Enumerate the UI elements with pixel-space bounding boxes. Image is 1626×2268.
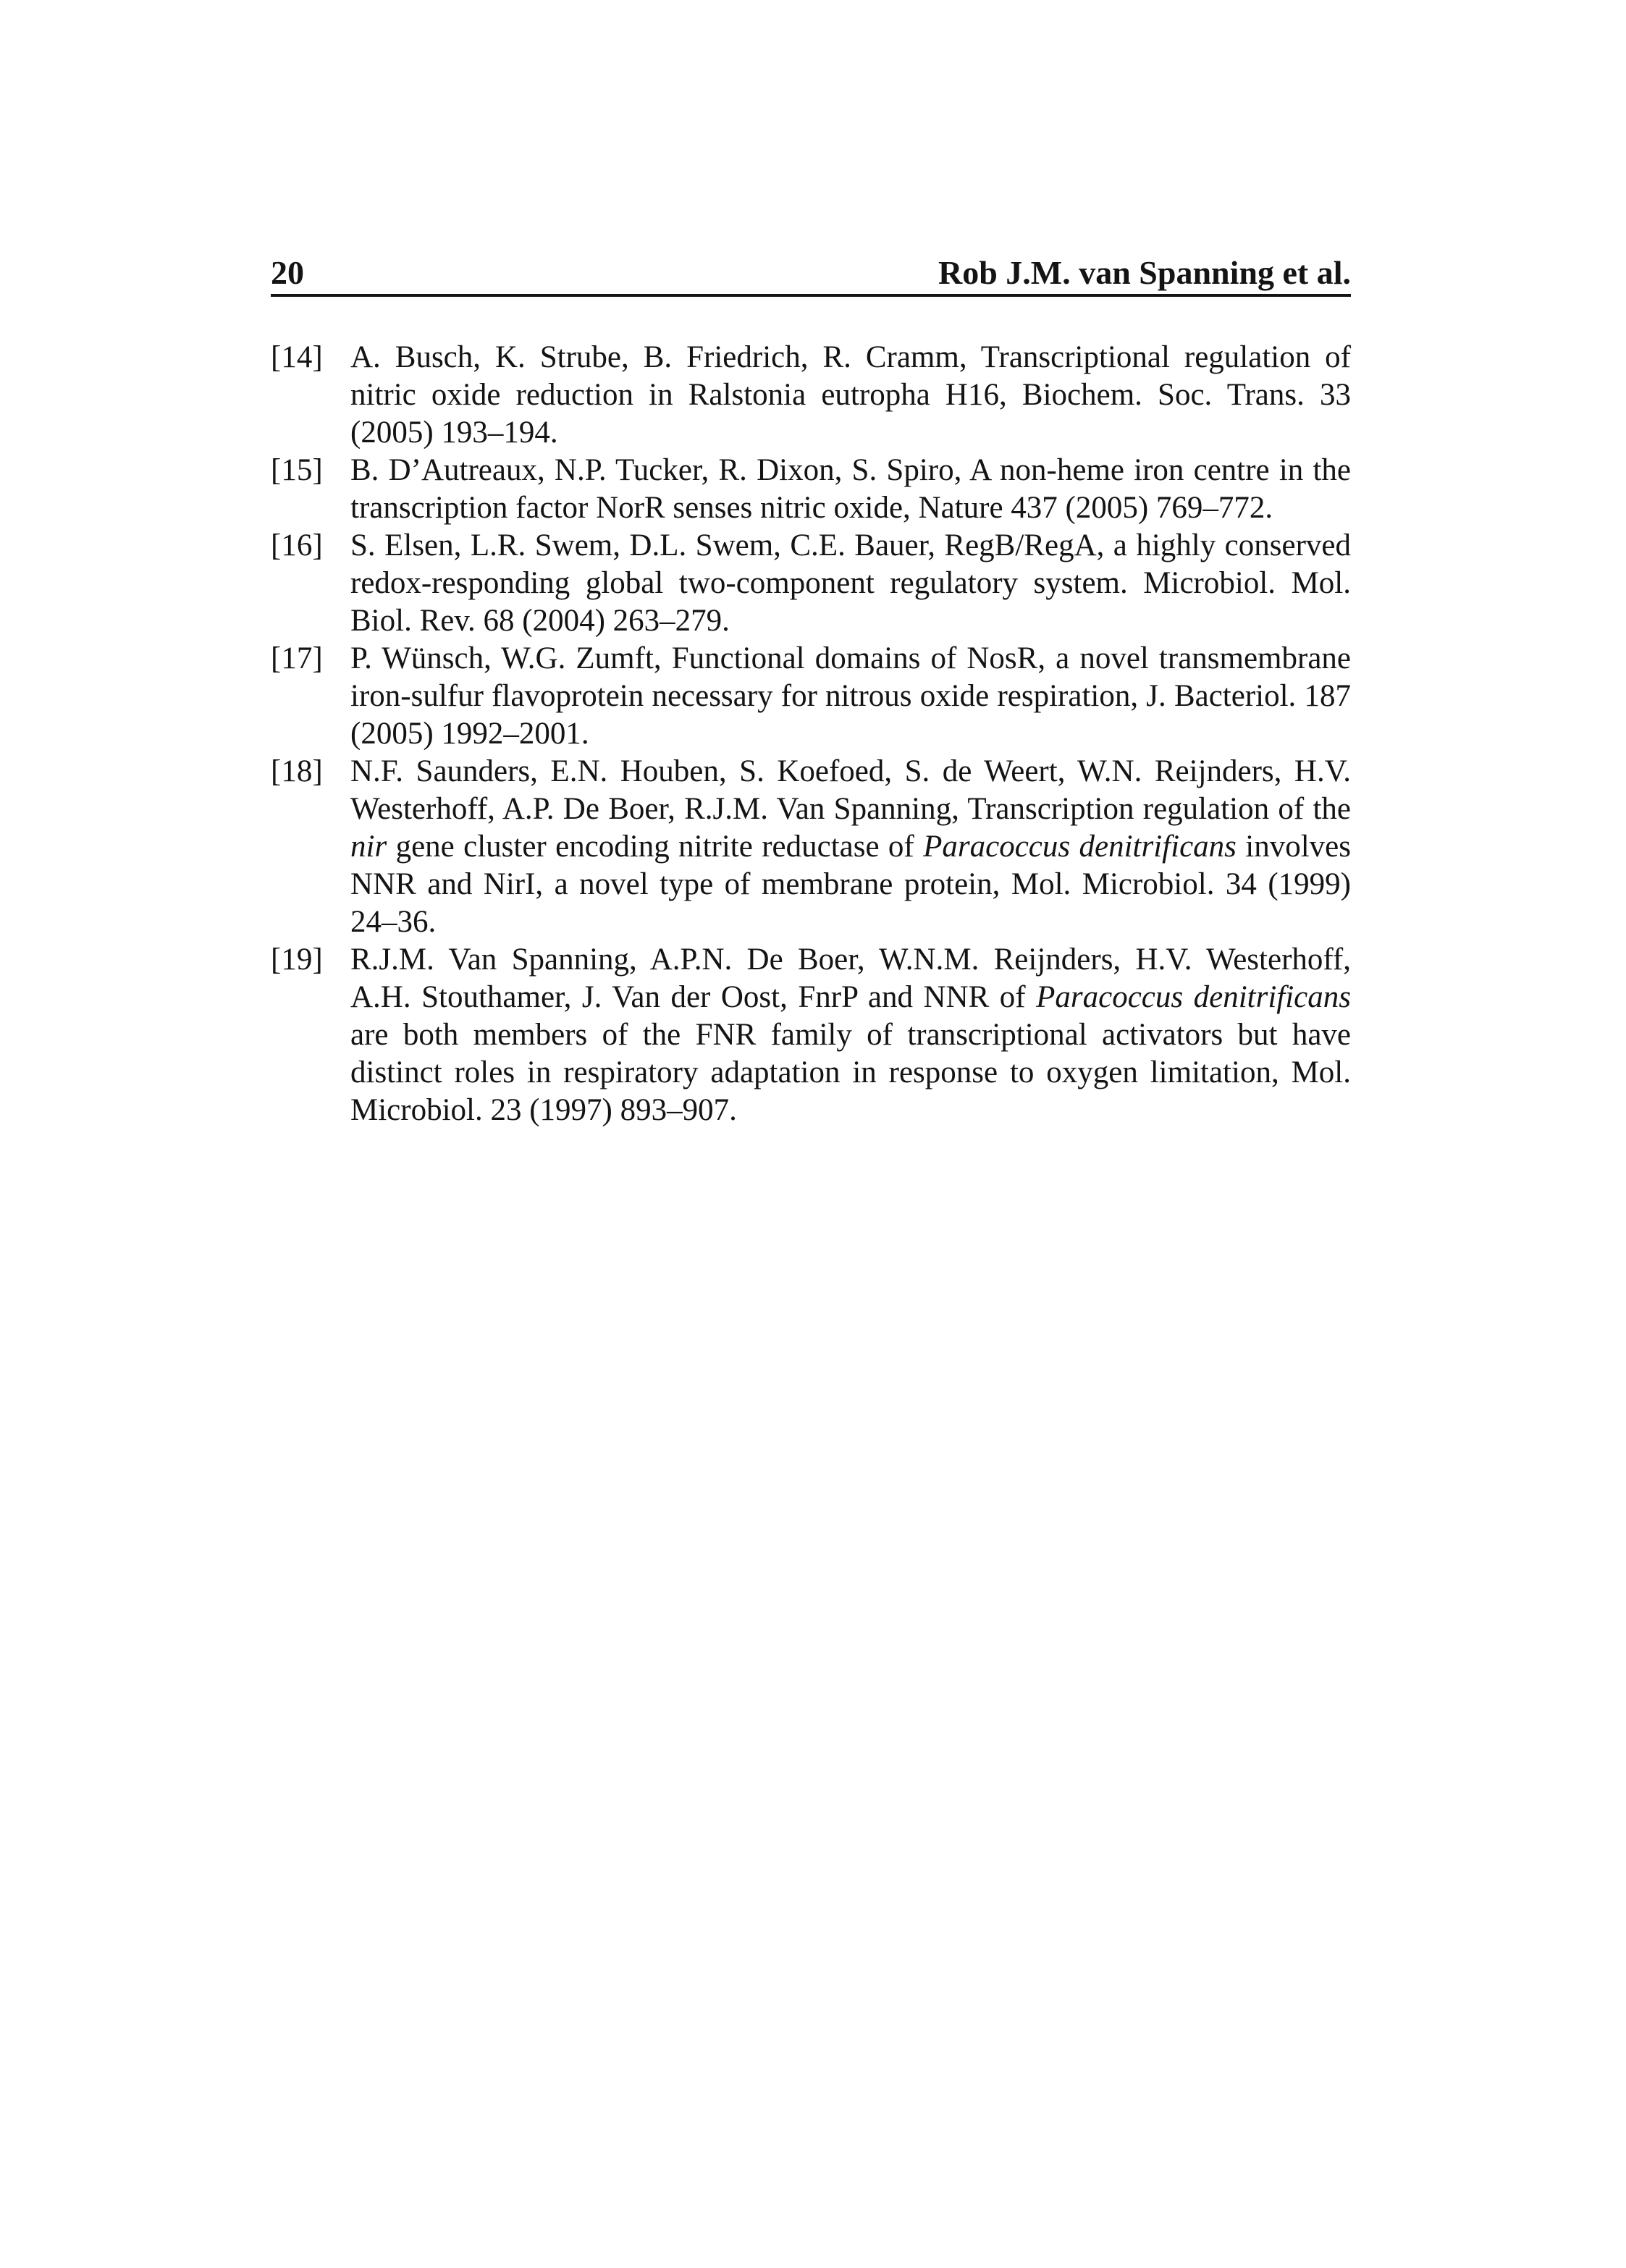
running-head: Rob J.M. van Spanning et al. <box>938 254 1351 291</box>
reference-text: N.F. Saunders, E.N. Houben, S. Koefoed, S. de Weert, W.N. Reijnders, H.V. Westerhoff, A.P. De Boer, R.J.M. Van Spanning, Transcription regulation of the nir gene cluster encoding nitrite reductase of Paracoccus denitrificans involves NNR and NirI, a novel type of membrane protein, Mol. Microbiol. 34 (1999) 24–36. <box>350 754 1351 939</box>
reference-text: R.J.M. Van Spanning, A.P.N. De Boer, W.N.M. Reijnders, H.V. Westerhoff, A.H. Stouthamer, J. Van der Oost, FnrP and NNR of Paracoccus denitrificans are both members of the FNR family of transcriptional activators but have distinct roles in respiratory adaptation in response to oxygen limitation, Mol. Microbiol. 23 (1997) 893–907. <box>350 943 1351 1127</box>
page-number: 20 <box>271 254 304 291</box>
reference-item <box>271 527 1351 640</box>
page-header <box>271 253 1351 297</box>
reference-text: P. Wünsch, W.G. Zumft, Functional domains of NosR, a novel transmembrane iron-sulfur flavoprotein necessary for nitrous oxide respiration, J. Bacteriol. 187 (2005) 1992–2001. <box>350 641 1351 751</box>
reference-label: [18] <box>271 754 323 788</box>
reference-label: [17] <box>271 641 323 675</box>
reference-item <box>271 753 1351 941</box>
reference-item <box>271 452 1351 527</box>
reference-label: [15] <box>271 453 323 487</box>
reference-item <box>271 640 1351 753</box>
reference-item <box>271 339 1351 452</box>
reference-label: [19] <box>271 943 323 977</box>
reference-text: A. Busch, K. Strube, B. Friedrich, R. Cramm, Transcriptional regulation of nitric oxide reduction in Ralstonia eutropha H16, Biochem. Soc. Trans. 33 (2005) 193–194. <box>350 340 1351 450</box>
reference-label: [14] <box>271 340 323 374</box>
reference-text: S. Elsen, L.R. Swem, D.L. Swem, C.E. Bauer, RegB/RegA, a highly conserved redox-responding global two-component regulatory system. Microbiol. Mol. Biol. Rev. 68 (2004) 263–279. <box>350 528 1351 638</box>
reference-item <box>271 941 1351 1129</box>
reference-list <box>271 339 1351 1129</box>
reference-text: B. D’Autreaux, N.P. Tucker, R. Dixon, S. Spiro, A non-heme iron centre in the transcription factor NorR senses nitric oxide, Nature 437 (2005) 769–772. <box>350 453 1351 525</box>
reference-label: [16] <box>271 528 323 562</box>
